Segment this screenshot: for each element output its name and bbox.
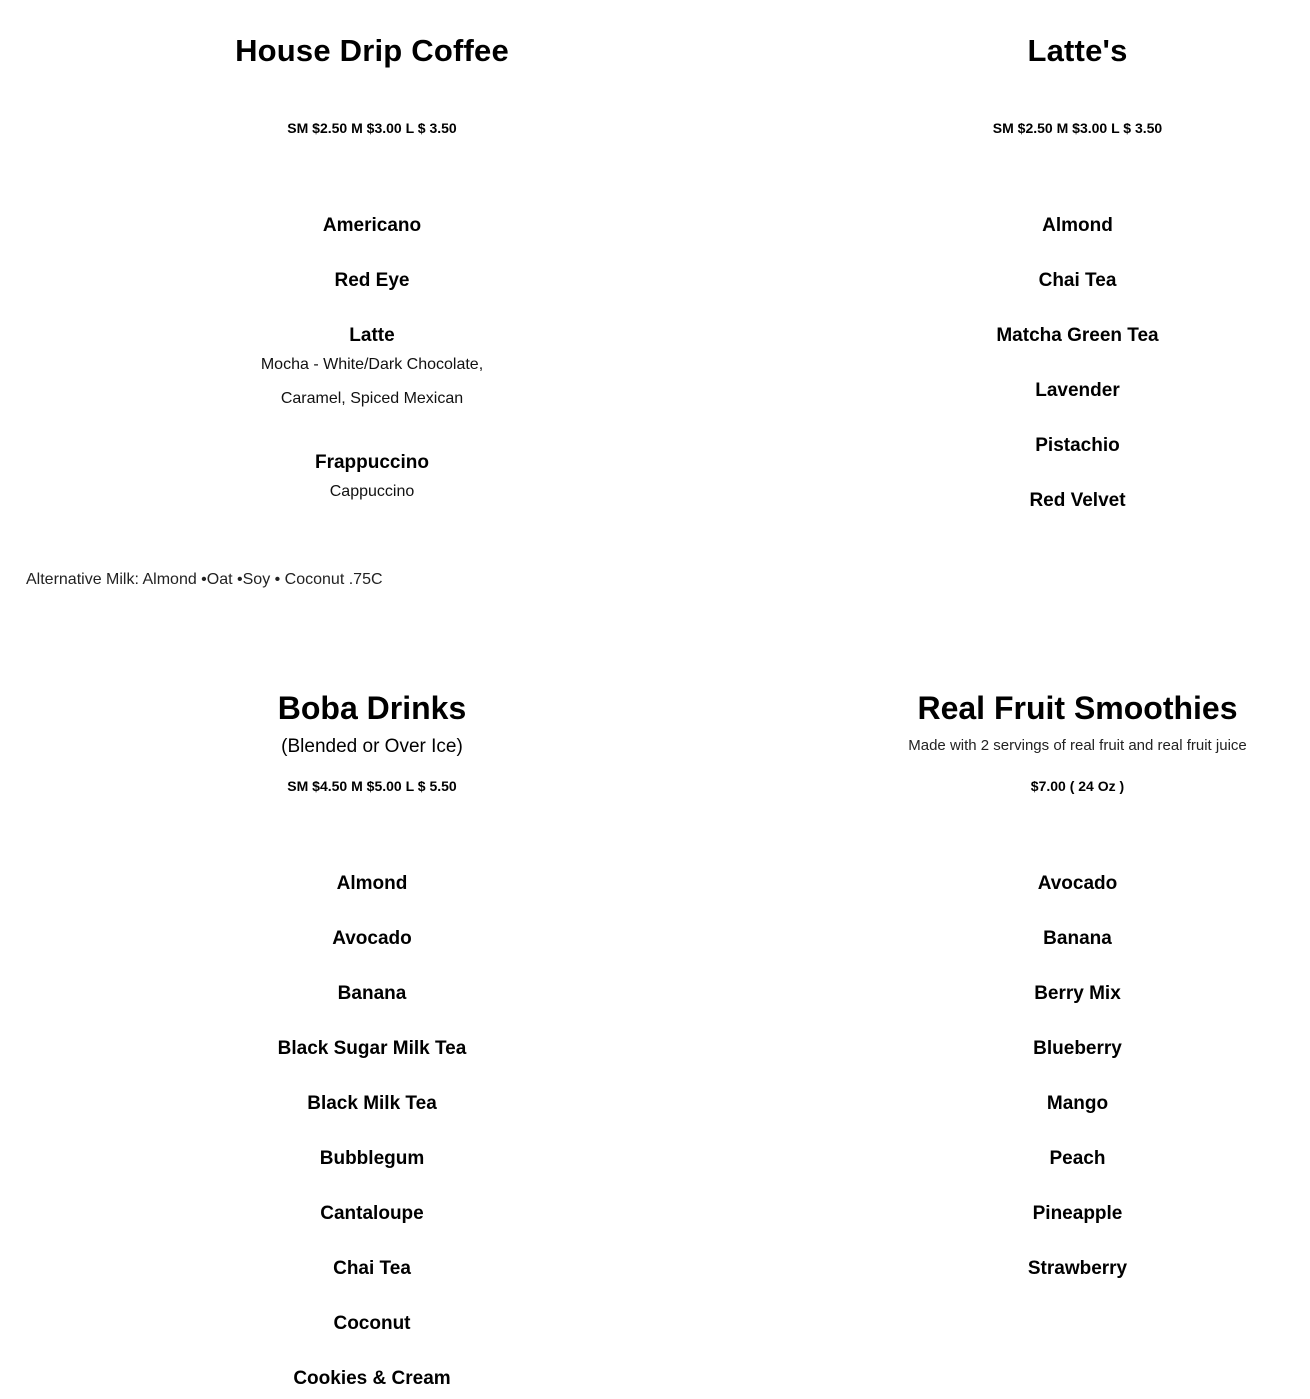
house-drip-prices: SM $2.50 M $3.00 L $ 3.50 bbox=[287, 120, 457, 136]
menu-item: Banana bbox=[337, 983, 407, 1004]
menu-item: Pineapple bbox=[1032, 1203, 1123, 1224]
menu-item: Chai Tea bbox=[1038, 270, 1117, 291]
lattes-title: Latte's bbox=[1027, 33, 1128, 68]
menu-subitem: Cappuccino bbox=[329, 483, 415, 500]
menu-item: Black Milk Tea bbox=[307, 1093, 437, 1114]
latte-flavors-line1: Mocha - White/Dark Chocolate, bbox=[260, 356, 484, 373]
latte-flavors-line2: Caramel, Spiced Mexican bbox=[280, 390, 464, 407]
boba-prices: SM $4.50 M $5.00 L $ 5.50 bbox=[287, 778, 457, 794]
menu-item: Red Eye bbox=[334, 270, 410, 291]
menu-item: Cookies & Cream bbox=[293, 1368, 451, 1389]
menu-item: Banana bbox=[1043, 928, 1112, 949]
menu-item: Americano bbox=[322, 215, 422, 236]
menu-item: Almond bbox=[1042, 215, 1113, 236]
boba-subtitle: (Blended or Over Ice) bbox=[281, 736, 463, 757]
menu-item: Almond bbox=[336, 873, 408, 894]
menu-item: Peach bbox=[1049, 1148, 1106, 1169]
menu-item: Frappuccino bbox=[314, 452, 429, 473]
menu-item: Cantaloupe bbox=[320, 1203, 424, 1224]
boba-title: Boba Drinks bbox=[277, 690, 467, 726]
menu-item: Latte bbox=[349, 325, 395, 346]
menu-item: Berry Mix bbox=[1034, 983, 1121, 1004]
menu-item: Lavender bbox=[1035, 380, 1120, 401]
smoothies-section bbox=[845, 0, 1310, 1399]
menu-item: Avocado bbox=[332, 928, 412, 949]
alternative-milk-note: Alternative Milk: Almond •Oat •Soy • Coconut .75C bbox=[26, 571, 383, 588]
smoothies-price: $7.00 ( 24 Oz ) bbox=[1030, 778, 1125, 794]
smoothies-subtitle: Made with 2 servings of real fruit and real fruit juice bbox=[908, 737, 1247, 754]
menu-item: Bubblegum bbox=[319, 1148, 425, 1169]
menu-item: Matcha Green Tea bbox=[996, 325, 1159, 346]
menu-item: Chai Tea bbox=[333, 1258, 411, 1279]
menu-item: Mango bbox=[1046, 1093, 1109, 1114]
menu-item: Blueberry bbox=[1033, 1038, 1122, 1059]
lattes-prices: SM $2.50 M $3.00 L $ 3.50 bbox=[992, 120, 1163, 136]
menu-item: Coconut bbox=[333, 1313, 411, 1334]
menu-item: Red Velvet bbox=[1029, 490, 1126, 511]
menu-item: Pistachio bbox=[1035, 435, 1120, 456]
menu-item: Avocado bbox=[1037, 873, 1118, 894]
menu-item: Strawberry bbox=[1027, 1258, 1128, 1279]
menu-item: Black Sugar Milk Tea bbox=[277, 1038, 467, 1059]
smoothies-title: Real Fruit Smoothies bbox=[917, 690, 1238, 726]
house-drip-title: House Drip Coffee bbox=[235, 33, 509, 68]
